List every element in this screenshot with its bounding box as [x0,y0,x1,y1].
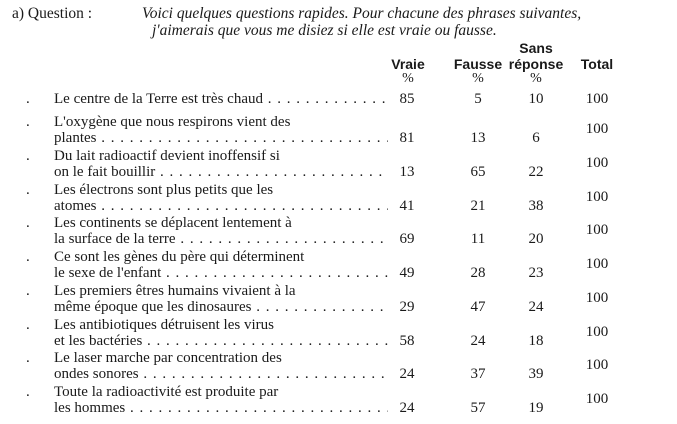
question-text-line2: j'aimerais que vous me disiez si elle est vraie ou fausse. [152,22,497,39]
statement-line: Ce sont les gènes du père qui déterminent [54,249,305,265]
cell-sans: 19 [528,400,544,416]
cell-total: 100 [585,91,609,107]
cell-vraie: 58 [399,333,415,349]
statement-line: Le centre de la Terre est très chaud . . . [54,91,388,107]
statement-line: Toute la radioactivité est produite par [54,384,279,400]
cell-vraie: 24 [399,400,415,416]
table-row [0,283,677,317]
row-statement [54,148,388,180]
cell-total: 100 [585,391,609,407]
cell-vraie: 85 [399,91,415,107]
cell-total: 100 [585,189,609,205]
cell-sans: 24 [528,299,544,315]
row-bullet: . [26,350,30,366]
row-statement [54,317,388,349]
row-statement [54,215,388,247]
cell-sans: 20 [528,231,544,247]
row-bullet: . [26,317,30,333]
statement-line: L'oxygène que nous respirons vient des [54,114,291,130]
cell-vraie: 29 [399,299,415,315]
cell-total: 100 [585,256,609,272]
table-row [0,148,677,182]
cell-fausse: 37 [470,366,486,382]
statement-line: et les bactéries . . . [54,333,388,349]
cell-fausse: 57 [470,400,486,416]
row-statement [54,91,388,107]
cell-sans: 23 [528,265,544,281]
statement-line: le sexe de l'enfant . . . [54,265,388,281]
question-text [142,5,667,39]
cell-sans: 6 [532,130,540,146]
cell-vraie: 41 [399,198,415,214]
row-bullet: . [26,114,30,130]
table-row [0,182,677,216]
row-bullet: . [26,249,30,265]
table-row [0,384,677,418]
col-header-vraie: Vraie % [391,56,425,86]
question-text-line1: Voici quelques questions rapides. Pour chacune des phrases suivantes, [142,5,582,22]
cell-fausse: 47 [470,299,486,315]
cell-total: 100 [585,324,609,340]
cell-fausse: 28 [470,265,486,281]
cell-sans: 22 [528,164,544,180]
cell-fausse: 5 [474,91,482,107]
col-header-fausse: Fausse % [453,56,503,86]
row-statement [54,283,388,315]
statement-line: Du lait radioactif devient inoffensif si [54,148,280,164]
row-statement [54,182,388,214]
cell-vraie: 49 [399,265,415,281]
statement-line: même époque que les dinosaures . . . [54,299,388,315]
cell-vraie: 81 [399,130,415,146]
cell-sans: 10 [528,91,544,107]
statement-line: les hommes . . . [54,400,388,416]
cell-vraie: 24 [399,366,415,382]
table-row [0,249,677,283]
row-bullet: . [26,215,30,231]
cell-vraie: 69 [399,231,415,247]
row-statement [54,114,388,146]
table-row [0,317,677,351]
cell-total: 100 [585,222,609,238]
question-label: a) Question : [12,5,93,22]
cell-total: 100 [585,155,609,171]
cell-sans: 39 [528,366,544,382]
col-header-sans-reponse: Sans réponse % [508,40,564,86]
statement-line: Les électrons sont plus petits que les [54,182,274,198]
statement-line: Le laser marche par concentration des [54,350,282,366]
row-statement [54,350,388,382]
statement-line: atomes . . . [54,198,388,214]
statement-line: plantes . . . [54,130,388,146]
cell-sans: 38 [528,198,544,214]
statement-line: Les premiers êtres humains vivaient à la [54,283,296,299]
cell-fausse: 21 [470,198,486,214]
statement-line: ondes sonores . . . [54,366,388,382]
row-bullet: . [26,148,30,164]
cell-sans: 18 [528,333,544,349]
cell-fausse: 24 [470,333,486,349]
table-row [0,215,677,249]
row-statement [54,249,388,281]
row-bullet: . [26,91,30,107]
row-bullet: . [26,384,30,400]
cell-vraie: 13 [399,164,415,180]
cell-total: 100 [585,357,609,373]
row-bullet: . [26,182,30,198]
statement-line: Les continents se déplacent lentement à [54,215,292,231]
cell-fausse: 11 [470,231,486,247]
table-row [0,350,677,384]
row-statement [54,384,388,416]
cell-fausse: 65 [470,164,486,180]
table-row [0,114,677,148]
cell-total: 100 [585,121,609,137]
col-header-total: Total [580,56,614,72]
statement-line: Les antibiotiques détruisent les virus [54,317,274,333]
statement-line: la surface de la terre . . . [54,231,388,247]
cell-total: 100 [585,290,609,306]
statement-line: on le fait bouillir . . . [54,164,388,180]
row-bullet: . [26,283,30,299]
cell-fausse: 13 [470,130,486,146]
